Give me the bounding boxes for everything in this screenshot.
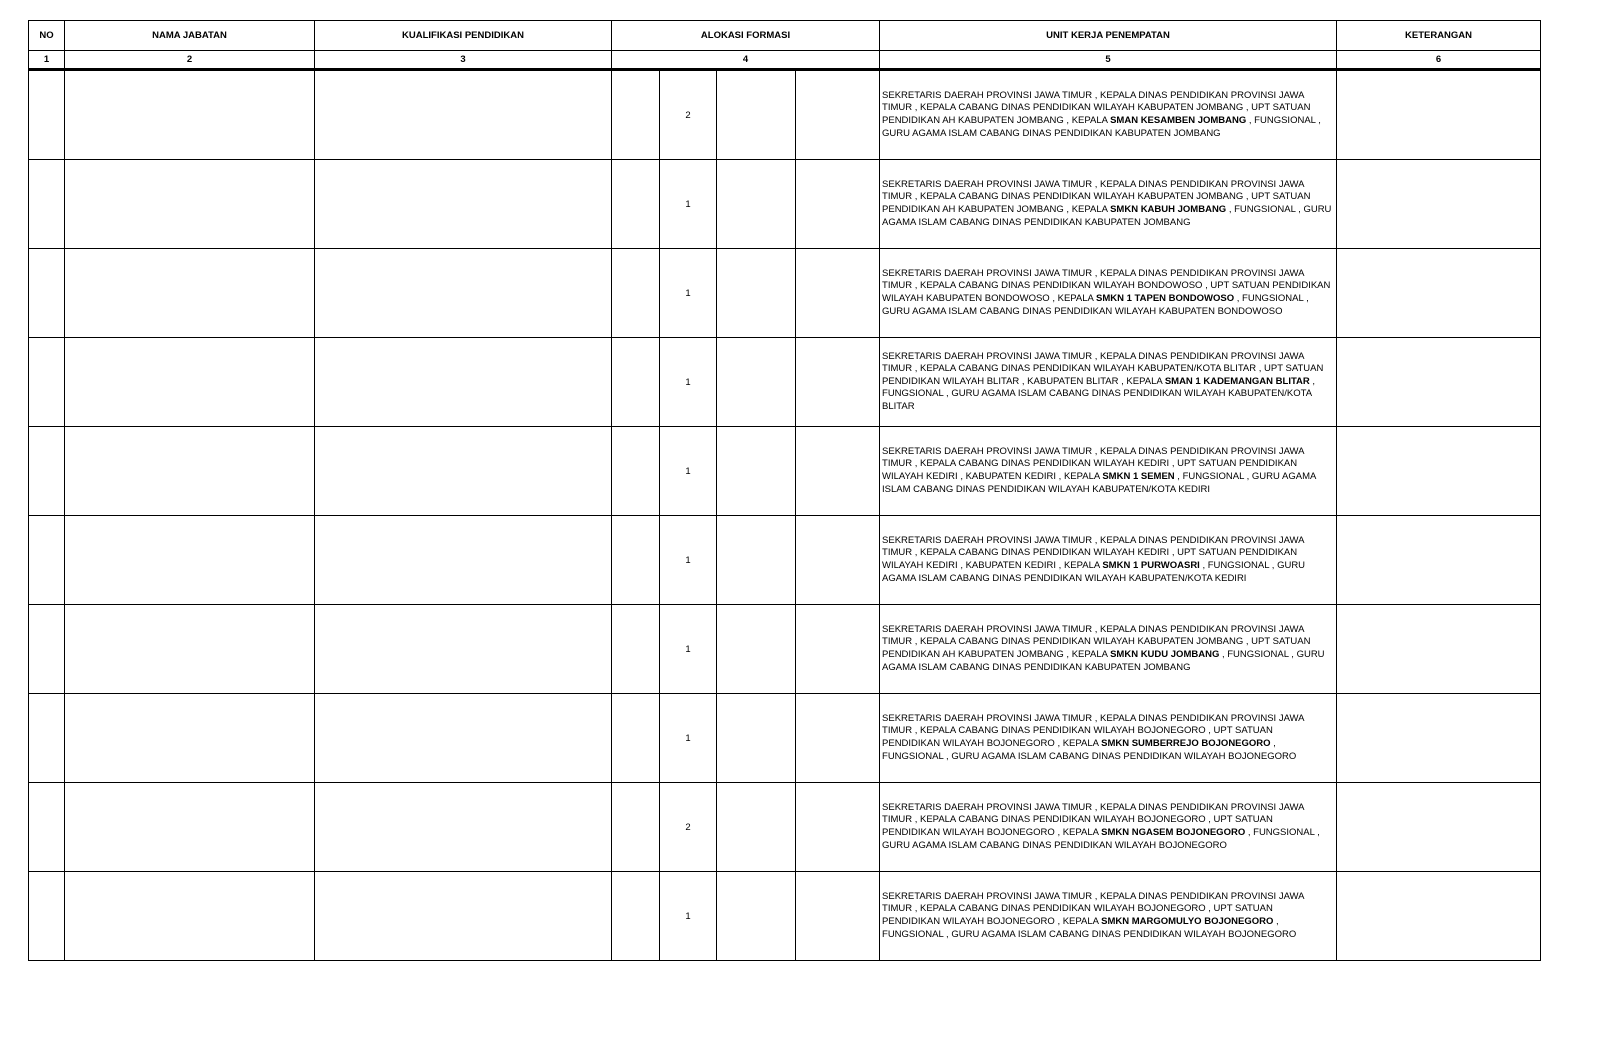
header-alokasi-formasi: ALOKASI FORMASI [612, 21, 880, 51]
alokasi-subcell [612, 249, 660, 338]
header-row [29, 21, 1541, 51]
table-row [29, 160, 1541, 249]
alokasi-subcell [612, 70, 660, 160]
school-name: SMKN MARGOMULYO BOJONEGORO [1101, 916, 1274, 927]
column-number: 6 [1337, 51, 1541, 70]
keterangan-cell [1337, 872, 1541, 961]
school-name: SMAN KESAMBEN JOMBANG [1110, 115, 1247, 126]
unit-kerja-text: SEKRETARIS DAERAH PROVINSI JAWA TIMUR , KEPALA DINAS PENDIDIKAN PROVINSI JAWA TIMUR , KEPALA CABANG DINAS PENDIDIKAN WILAYAH BOJONEGORO , UPT SATUAN PENDIDIKAN WILAYAH BOJONEGORO , KEPALA [882, 801, 1304, 838]
alokasi-subcell [717, 249, 796, 338]
alokasi-subcell [796, 783, 880, 872]
unit-kerja-text: , FUNGSIONAL , GURU AGAMA ISLAM CABANG DINAS PENDIDIKAN WILAYAH KABUPATEN/KOTA KEDIRI [882, 560, 1306, 584]
alokasi-subcell [717, 872, 796, 961]
alokasi-formasi-value: 2 [660, 783, 717, 872]
alokasi-subcell [717, 516, 796, 605]
kualifikasi-cell [315, 694, 612, 783]
alokasi-subcell [796, 427, 880, 516]
header-no: NO [29, 21, 65, 51]
alokasi-subcell [612, 872, 660, 961]
alokasi-formasi-value: 1 [660, 427, 717, 516]
kualifikasi-cell [315, 160, 612, 249]
alokasi-formasi-value: 2 [660, 70, 717, 160]
alokasi-subcell [612, 516, 660, 605]
column-number: 5 [880, 51, 1337, 70]
unit-kerja-text: , FUNGSIONAL , GURU AGAMA ISLAM CABANG DINAS PENDIDIKAN KABUPATEN JOMBANG [882, 115, 1321, 139]
keterangan-cell [1337, 160, 1541, 249]
unit-kerja-penempatan-cell [880, 605, 1337, 694]
alokasi-formasi-value: 1 [660, 338, 717, 427]
unit-kerja-text: SEKRETARIS DAERAH PROVINSI JAWA TIMUR , KEPALA DINAS PENDIDIKAN PROVINSI JAWA TIMUR , KEPALA CABANG DINAS PENDIDIKAN WILAYAH KABUPATEN JOMBANG , UPT SATUAN PENDIDIKAN AH KABUPATEN JOMBANG , KEPALA [882, 178, 1311, 215]
header-nama-jabatan: NAMA JABATAN [65, 21, 315, 51]
kualifikasi-cell [315, 783, 612, 872]
keterangan-cell [1337, 694, 1541, 783]
no-cell [29, 872, 65, 961]
table-row [29, 338, 1541, 427]
alokasi-formasi-value: 1 [660, 160, 717, 249]
alokasi-formasi-value: 1 [660, 516, 717, 605]
unit-kerja-text: SEKRETARIS DAERAH PROVINSI JAWA TIMUR , KEPALA DINAS PENDIDIKAN PROVINSI JAWA TIMUR , KEPALA CABANG DINAS PENDIDIKAN WILAYAH KABUPATEN JOMBANG , UPT SATUAN PENDIDIKAN AH KABUPATEN JOMBANG , KEPALA [882, 623, 1311, 660]
no-cell [29, 427, 65, 516]
unit-kerja-text: SEKRETARIS DAERAH PROVINSI JAWA TIMUR , KEPALA DINAS PENDIDIKAN PROVINSI JAWA TIMUR , KEPALA CABANG DINAS PENDIDIKAN WILAYAH BONDOWOSO , UPT SATUAN PENDIDIKAN WILAYAH KABUPATEN BONDOWOSO , KEPALA [882, 267, 1331, 304]
school-name: SMKN KABUH JOMBANG [1110, 204, 1227, 215]
table-row [29, 516, 1541, 605]
alokasi-subcell [796, 872, 880, 961]
table-row [29, 872, 1541, 961]
alokasi-subcell [612, 783, 660, 872]
no-cell [29, 160, 65, 249]
school-name: SMKN 1 TAPEN BONDOWOSO [1096, 293, 1235, 304]
nama-jabatan-cell [65, 694, 315, 783]
unit-kerja-text: , FUNGSIONAL , GURU AGAMA ISLAM CABANG DINAS PENDIDIKAN WILAYAH KABUPATEN BONDOWOSO [882, 293, 1309, 317]
kualifikasi-cell [315, 872, 612, 961]
school-name: SMKN NGASEM BOJONEGORO [1101, 827, 1246, 838]
no-cell [29, 516, 65, 605]
unit-kerja-text: SEKRETARIS DAERAH PROVINSI JAWA TIMUR , KEPALA DINAS PENDIDIKAN PROVINSI JAWA TIMUR , KEPALA CABANG DINAS PENDIDIKAN WILAYAH BOJONEGORO , UPT SATUAN PENDIDIKAN WILAYAH BOJONEGORO , KEPALA [882, 890, 1304, 927]
alokasi-subcell [796, 605, 880, 694]
column-number-row [29, 51, 1541, 70]
column-number: 2 [65, 51, 315, 70]
school-name: SMKN 1 SEMEN [1102, 471, 1175, 482]
no-cell [29, 694, 65, 783]
nama-jabatan-cell [65, 516, 315, 605]
kualifikasi-cell [315, 338, 612, 427]
unit-kerja-text: , FUNGSIONAL , GURU AGAMA ISLAM CABANG DINAS PENDIDIKAN WILAYAH BOJONEGORO [882, 827, 1320, 851]
unit-kerja-penempatan-cell [880, 694, 1337, 783]
no-cell [29, 70, 65, 160]
table-row [29, 783, 1541, 872]
alokasi-subcell [612, 694, 660, 783]
unit-kerja-penempatan-cell [880, 427, 1337, 516]
alokasi-subcell [612, 605, 660, 694]
alokasi-subcell [796, 694, 880, 783]
kualifikasi-cell [315, 516, 612, 605]
unit-kerja-text: , FUNGSIONAL , GURU AGAMA ISLAM CABANG DINAS PENDIDIKAN KABUPATEN JOMBANG [882, 649, 1325, 673]
no-cell [29, 249, 65, 338]
no-cell [29, 783, 65, 872]
nama-jabatan-cell [65, 249, 315, 338]
column-number: 3 [315, 51, 612, 70]
nama-jabatan-cell [65, 872, 315, 961]
keterangan-cell [1337, 70, 1541, 160]
nama-jabatan-cell [65, 160, 315, 249]
unit-kerja-text: , FUNGSIONAL , GURU AGAMA ISLAM CABANG DINAS PENDIDIKAN WILAYAH KABUPATEN/KOTA KEDIRI [882, 471, 1316, 495]
table-row [29, 427, 1541, 516]
keterangan-cell [1337, 516, 1541, 605]
unit-kerja-text: , FUNGSIONAL , GURU AGAMA ISLAM CABANG DINAS PENDIDIKAN WILAYAH BOJONEGORO [882, 738, 1297, 762]
unit-kerja-text: SEKRETARIS DAERAH PROVINSI JAWA TIMUR , KEPALA DINAS PENDIDIKAN PROVINSI JAWA TIMUR , KEPALA CABANG DINAS PENDIDIKAN WILAYAH KEDIRI , UPT SATUAN PENDIDIKAN WILAYAH KEDIRI , KABUPATEN KEDIRI , KEPALA [882, 445, 1304, 482]
formasi-table [28, 20, 1541, 961]
alokasi-subcell [612, 427, 660, 516]
alokasi-subcell [717, 70, 796, 160]
alokasi-subcell [717, 605, 796, 694]
header-keterangan: KETERANGAN [1337, 21, 1541, 51]
unit-kerja-text: , FUNGSIONAL , GURU AGAMA ISLAM CABANG DINAS PENDIDIKAN KABUPATEN JOMBANG [882, 204, 1332, 228]
unit-kerja-text: SEKRETARIS DAERAH PROVINSI JAWA TIMUR , KEPALA DINAS PENDIDIKAN PROVINSI JAWA TIMUR , KEPALA CABANG DINAS PENDIDIKAN WILAYAH KABUPATEN JOMBANG , UPT SATUAN PENDIDIKAN AH KABUPATEN JOMBANG , KEPALA [882, 89, 1311, 126]
nama-jabatan-cell [65, 70, 315, 160]
keterangan-cell [1337, 338, 1541, 427]
alokasi-subcell [612, 160, 660, 249]
no-cell [29, 338, 65, 427]
unit-kerja-text: SEKRETARIS DAERAH PROVINSI JAWA TIMUR , KEPALA DINAS PENDIDIKAN PROVINSI JAWA TIMUR , KEPALA CABANG DINAS PENDIDIKAN WILAYAH BOJONEGORO , UPT SATUAN PENDIDIKAN WILAYAH BOJONEGORO , KEPALA [882, 712, 1304, 749]
alokasi-subcell [796, 70, 880, 160]
school-name: SMAN 1 KADEMANGAN BLITAR [1164, 375, 1310, 387]
nama-jabatan-cell [65, 783, 315, 872]
keterangan-cell [1337, 605, 1541, 694]
alokasi-subcell [796, 160, 880, 249]
alokasi-subcell [717, 338, 796, 427]
unit-kerja-penempatan-cell [880, 872, 1337, 961]
unit-kerja-text: , FUNGSIONAL , GURU AGAMA ISLAM CABANG DINAS PENDIDIKAN WILAYAH KABUPATEN/KOTA BLITAR [882, 375, 1316, 412]
kualifikasi-cell [315, 249, 612, 338]
unit-kerja-text: , FUNGSIONAL , GURU AGAMA ISLAM CABANG DINAS PENDIDIKAN WILAYAH BOJONEGORO [882, 916, 1297, 940]
unit-kerja-penempatan-cell [880, 338, 1337, 427]
kualifikasi-cell [315, 70, 612, 160]
kualifikasi-cell [315, 605, 612, 694]
table-row [29, 70, 1541, 160]
alokasi-formasi-value: 1 [660, 605, 717, 694]
nama-jabatan-cell [65, 605, 315, 694]
nama-jabatan-cell [65, 338, 315, 427]
alokasi-formasi-value: 1 [660, 694, 717, 783]
school-name: SMKN SUMBERREJO BOJONEGORO [1101, 738, 1271, 749]
unit-kerja-text: SEKRETARIS DAERAH PROVINSI JAWA TIMUR , KEPALA DINAS PENDIDIKAN PROVINSI JAWA TIMUR , KEPALA CABANG DINAS PENDIDIKAN WILAYAH KABUPATEN/KOTA BLITAR , UPT SATUAN PENDIDIKAN WILAYAH BLITAR , KABUPATEN BLITAR , KEPALA [882, 350, 1324, 387]
alokasi-subcell [796, 516, 880, 605]
alokasi-subcell [612, 338, 660, 427]
unit-kerja-penempatan-cell [880, 516, 1337, 605]
alokasi-subcell [717, 427, 796, 516]
unit-kerja-penempatan-cell [880, 249, 1337, 338]
alokasi-subcell [796, 249, 880, 338]
keterangan-cell [1337, 783, 1541, 872]
alokasi-formasi-value: 1 [660, 249, 717, 338]
unit-kerja-penempatan-cell [880, 160, 1337, 249]
unit-kerja-penempatan-cell [880, 70, 1337, 160]
table-row [29, 605, 1541, 694]
alokasi-subcell [717, 783, 796, 872]
school-name: SMKN 1 PURWOASRI [1102, 560, 1200, 571]
kualifikasi-cell [315, 427, 612, 516]
table-row [29, 249, 1541, 338]
alokasi-subcell [796, 338, 880, 427]
alokasi-subcell [717, 694, 796, 783]
table-row [29, 694, 1541, 783]
school-name: SMKN KUDU JOMBANG [1110, 649, 1220, 660]
column-number: 1 [29, 51, 65, 70]
alokasi-subcell [717, 160, 796, 249]
column-number: 4 [612, 51, 880, 70]
header-kualifikasi-pendidikan: KUALIFIKASI PENDIDIKAN [315, 21, 612, 51]
alokasi-formasi-value: 1 [660, 872, 717, 961]
table-body [29, 70, 1541, 961]
unit-kerja-penempatan-cell [880, 783, 1337, 872]
keterangan-cell [1337, 427, 1541, 516]
no-cell [29, 605, 65, 694]
keterangan-cell [1337, 249, 1541, 338]
header-unit-kerja-penempatan: UNIT KERJA PENEMPATAN [880, 21, 1337, 51]
nama-jabatan-cell [65, 427, 315, 516]
unit-kerja-text: SEKRETARIS DAERAH PROVINSI JAWA TIMUR , KEPALA DINAS PENDIDIKAN PROVINSI JAWA TIMUR , KEPALA CABANG DINAS PENDIDIKAN WILAYAH KEDIRI , UPT SATUAN PENDIDIKAN WILAYAH KEDIRI , KABUPATEN KEDIRI , KEPALA [882, 534, 1304, 571]
